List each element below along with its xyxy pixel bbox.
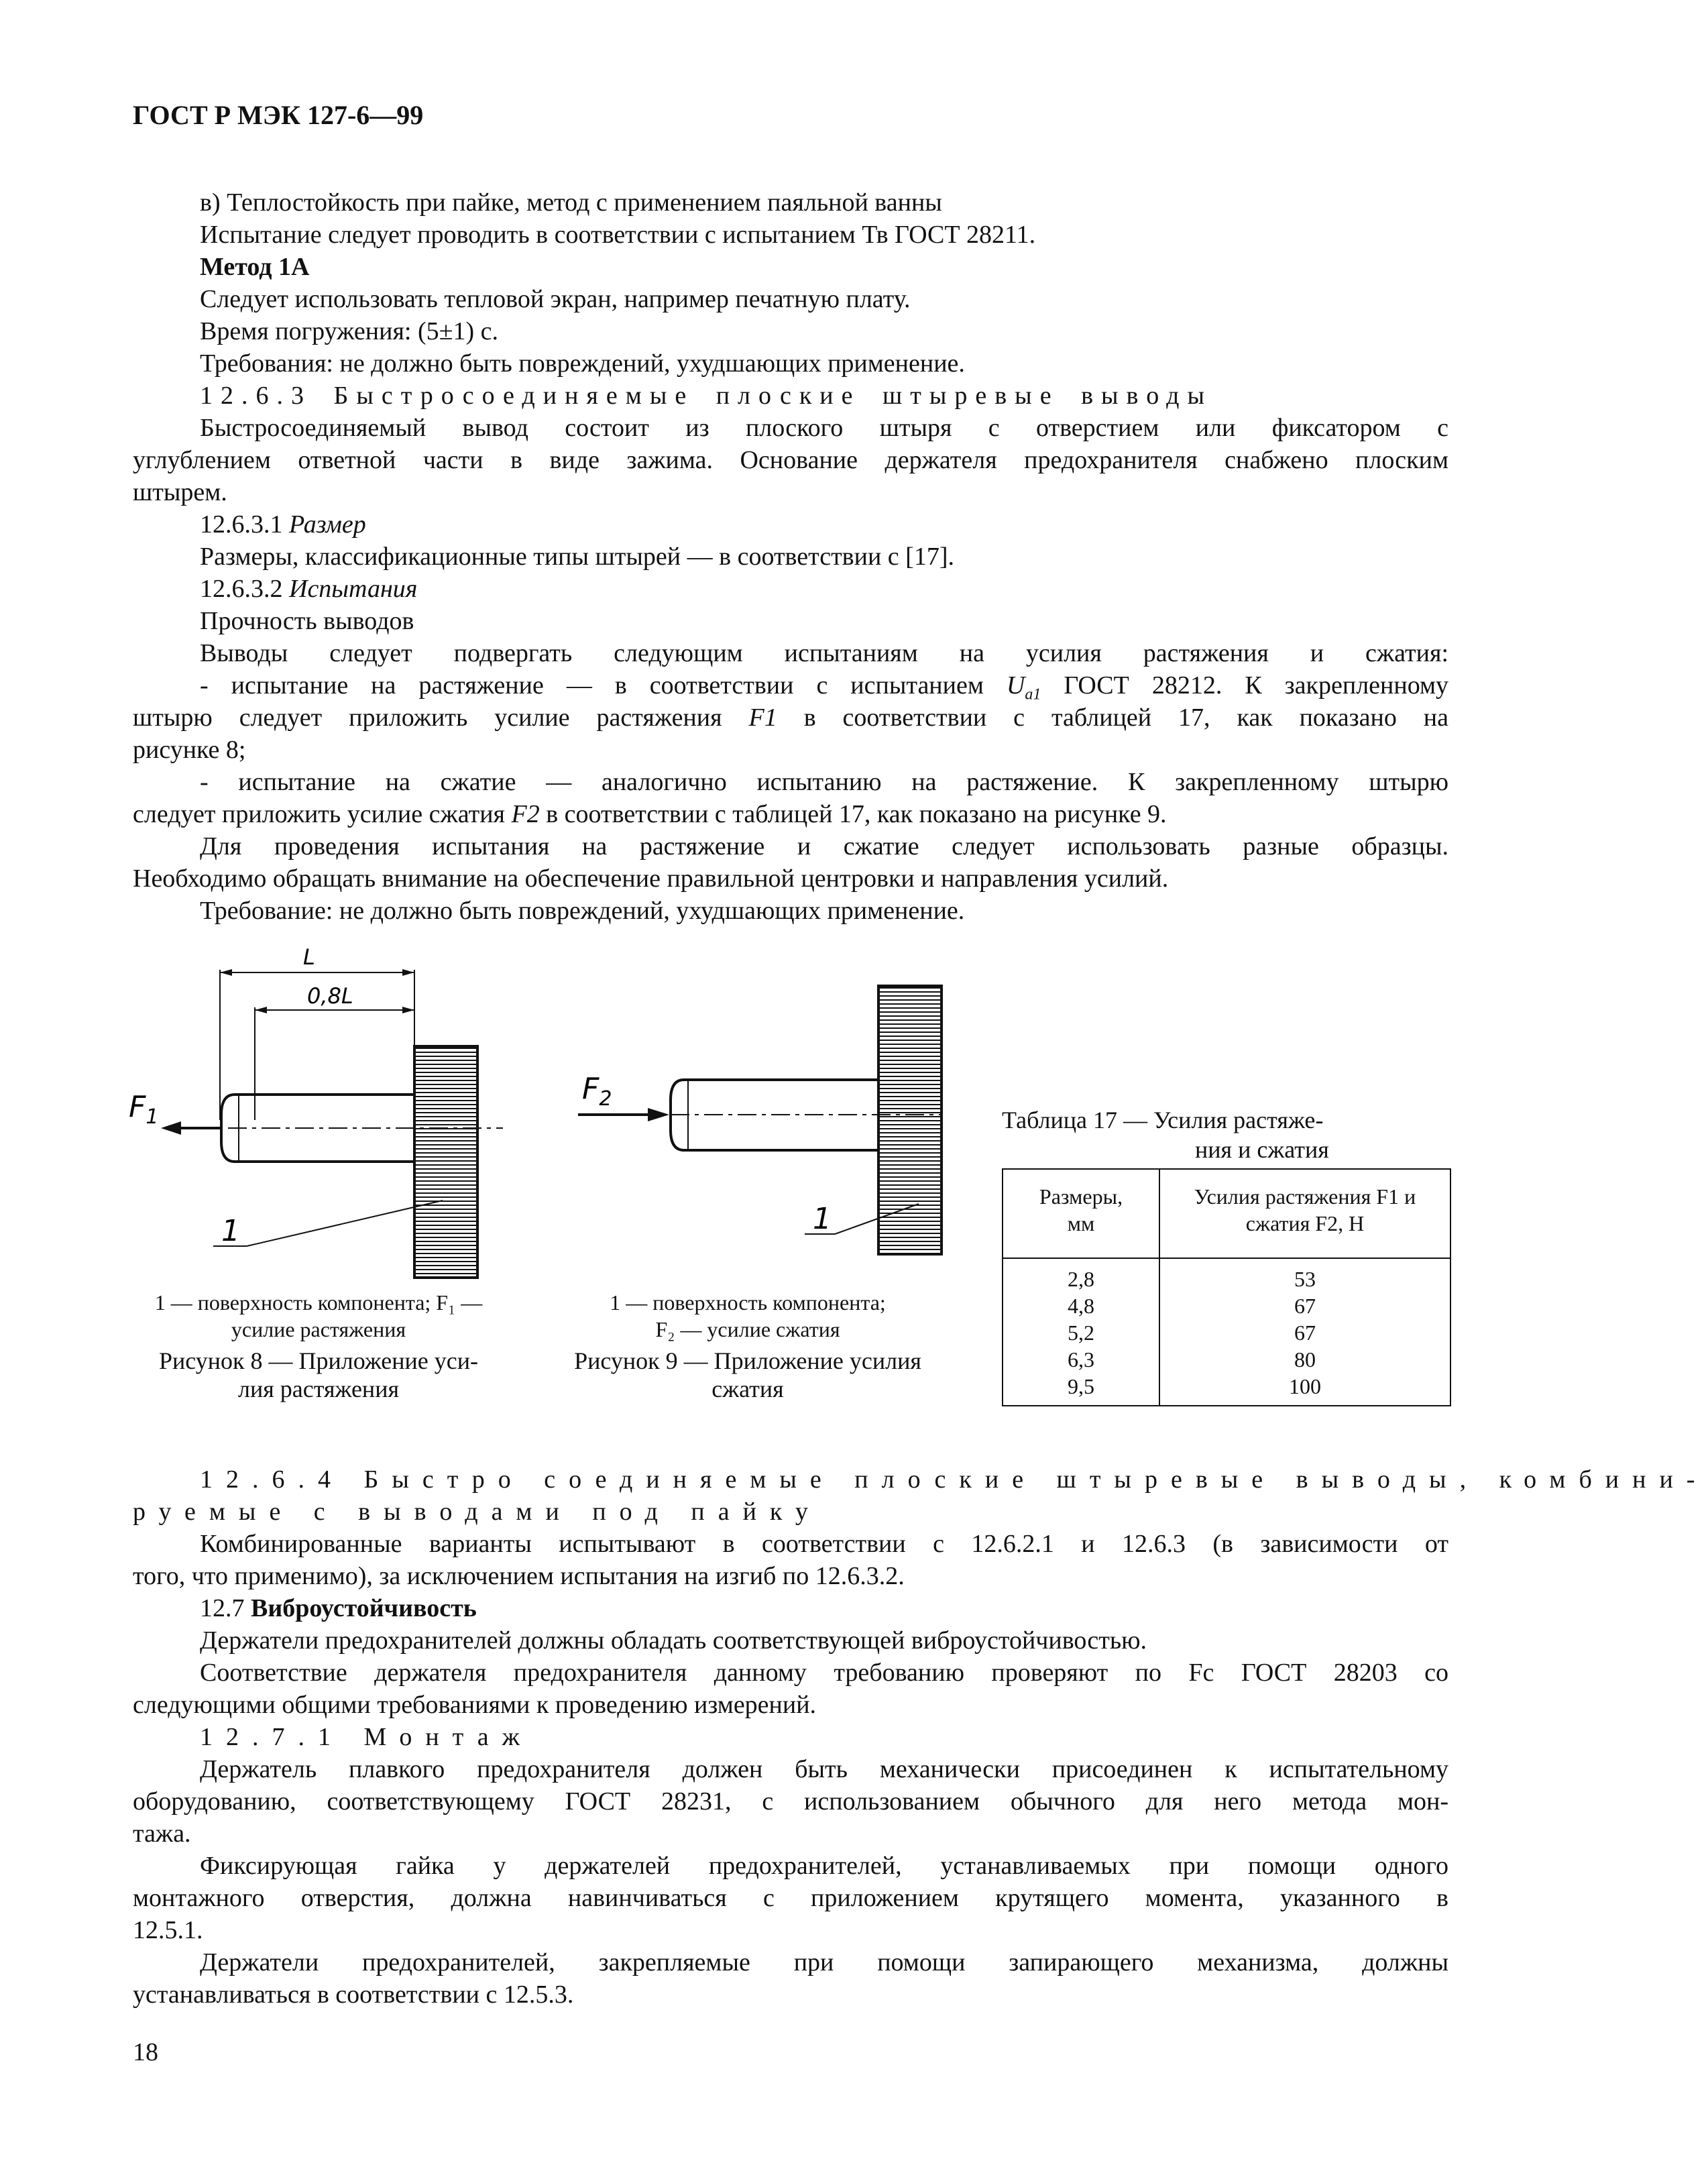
- force-value: 80: [1294, 1347, 1316, 1372]
- paragraph-samples-line1: Для проведения испытания на растяжение и сжатие следует использовать разные образцы.: [200, 832, 1448, 860]
- section-title: Размер: [289, 510, 366, 539]
- size-value: 4,8: [1068, 1294, 1094, 1318]
- force-value: 53: [1294, 1267, 1316, 1291]
- paragraph-nut-1: Фиксирующая гайка у держателей предохранителей, устанавливаемых при помощи одного: [200, 1852, 1448, 1880]
- paragraph-tests-intro: Выводы следует подвергать следующим испытаниям на усилия растяжения и сжатия:: [200, 639, 1448, 667]
- table-17: [1002, 1168, 1451, 1406]
- caption-line: Рисунок 9 — Приложение усилия: [574, 1347, 921, 1374]
- legend-line: 1 — поверхность компонента; F₁ —: [154, 1290, 483, 1315]
- force-value: 67: [1294, 1294, 1316, 1318]
- section-title: Виброустойчивость: [251, 1594, 477, 1622]
- size-value: 5,2: [1068, 1321, 1094, 1345]
- text-fragment: в соответствии с таблицей 17, как показано на: [803, 704, 1449, 732]
- paragraph-tension-line2: [133, 702, 1448, 734]
- caption-line: сжатия: [711, 1376, 784, 1402]
- figure-9-drawing: [570, 966, 946, 1281]
- paragraph-vibration-3: следующими общими требованиями к проведению измерений.: [133, 1691, 817, 1719]
- part-1-label: 1: [813, 1202, 832, 1236]
- paragraph-mount-3: тажа.: [133, 1820, 191, 1848]
- legend-line: F₂ — усилие сжатия: [655, 1317, 840, 1341]
- header-line: сжатия F2, Н: [1245, 1211, 1365, 1235]
- section-12-6-3-heading: 12.6.3 Быстросоединяемые плоские штыревые выводы: [200, 382, 1212, 410]
- caption-line: Рисунок 8 — Приложение уси-: [159, 1347, 478, 1374]
- table-header-row: [1003, 1169, 1450, 1258]
- section-12-6-4-heading-line2: руемые с выводами под пайку: [133, 1498, 821, 1526]
- text-fragment: - испытание на растяжение — в соответствии с испытанием: [200, 671, 984, 700]
- symbol-f2: F2: [511, 800, 540, 828]
- force-f2-label: $F_2$: [582, 1072, 612, 1111]
- size-value: 9,5: [1068, 1374, 1094, 1398]
- figure-8-drawing: [127, 946, 557, 1281]
- paragraph-compress-line1: - испытание на сжатие — аналогично испытанию на растяжение. К закрепленному штырю: [200, 768, 1448, 796]
- paragraph-strength: Прочность выводов: [200, 607, 414, 635]
- paragraph-compress-line2: [133, 798, 1167, 830]
- caption-line: лия растяжения: [237, 1376, 400, 1402]
- paragraph-samples-line2: Необходимо обращать внимание на обеспечение правильной центровки и направления усилий.: [133, 865, 1169, 893]
- section-12-6-3-1-heading: [200, 508, 366, 541]
- paragraph-size: Размеры, классификационные типы штырей — в соответствии с [17].: [200, 543, 954, 571]
- section-12-6-4-heading-line1: 12.6.4 Быстро соединяемые плоские штыревые выводы, комбини-: [200, 1465, 1708, 1494]
- legend-line: 1 — поверхность компонента;: [610, 1290, 886, 1315]
- section-12-7-1-heading: 12.7.1 Монтаж: [200, 1723, 533, 1751]
- part-1-label: 1: [221, 1214, 240, 1248]
- symbol-subscript: a1: [1025, 685, 1041, 704]
- page-number: 18: [133, 2038, 158, 2066]
- document-header: ГОСТ Р МЭК 127-6—99: [133, 100, 424, 130]
- paragraph-nut-2: монтажного отверстия, должна навинчиваться с приложением крутящего момента, указанного в: [133, 1884, 1448, 1912]
- paragraph-mount-2: оборудованию, соответствующему ГОСТ 28231, с использованием обычного для него метода мон-: [133, 1787, 1448, 1816]
- dimension-08l-label: 0,8L: [307, 983, 353, 1009]
- paragraph-immersion: Время погружения: (5±1) с.: [200, 317, 499, 345]
- section-title: Испытания: [289, 575, 418, 603]
- paragraph-lock-1: Держатели предохранителей, закрепляемые при помощи запирающего механизма, должны: [200, 1948, 1448, 1976]
- table-row: [1003, 1258, 1450, 1406]
- figure-9-caption: [550, 1347, 946, 1403]
- header-line: Усилия растяжения F1 и: [1194, 1184, 1416, 1209]
- table-17-title-line2: ния и сжатия: [1195, 1136, 1329, 1163]
- paragraph-lock-2: устанавливаться в соответствии с 12.5.3.: [133, 1981, 574, 2009]
- paragraph-12-6-3-line3: штырем.: [133, 478, 227, 506]
- paragraph-heat-shield: Следует использовать тепловой экран, например печатную плату.: [200, 285, 911, 313]
- symbol-f1: F1: [748, 704, 777, 732]
- paragraph-combined-line1: Комбинированные варианты испытывают в соответствии с 12.6.2.1 и 12.6.3 (в зависимости от: [200, 1530, 1448, 1558]
- text-fragment: следует приложить усилие сжатия: [133, 800, 506, 828]
- paragraph-combined-line2: того, что применимо), за исключением испытания на изгиб по 12.6.3.2.: [133, 1562, 905, 1590]
- figure-9-legend: [550, 1289, 946, 1343]
- paragraph-vibration-2: Соответствие держателя предохранителя данному требованию проверяют по Fc ГОСТ 28203 со: [200, 1659, 1448, 1687]
- legend-line: усилие растяжения: [231, 1317, 406, 1341]
- paragraph-v-heading: в) Теплостойкость при пайке, метод с применением паяльной ванны: [200, 188, 942, 217]
- section-12-6-3-2-heading: [200, 573, 417, 605]
- method-label: Метод 1А: [200, 253, 310, 281]
- symbol-letter: U: [1006, 671, 1025, 700]
- paragraph-12-6-3-line2: углублением ответной части в виде зажима. Основание держателя предохранителя снабжено плоским: [133, 446, 1448, 474]
- size-value: 2,8: [1068, 1267, 1094, 1291]
- paragraph-requirement-1: Требования: не должно быть повреждений, ухудшающих применение.: [200, 349, 965, 378]
- force-cell: [1159, 1258, 1450, 1406]
- table-header-cell: [1003, 1169, 1159, 1258]
- force-f1-label: $F_1$: [129, 1090, 159, 1129]
- table-title: Таблица 17 — Усилия растяже-: [1002, 1107, 1324, 1133]
- text-fragment: ГОСТ 28212. К закрепленному: [1064, 671, 1449, 700]
- force-value: 100: [1289, 1374, 1321, 1398]
- paragraph-nut-3: 12.5.1.: [133, 1916, 203, 1944]
- figure-8-caption: [121, 1347, 516, 1403]
- paragraph-tension-line3: рисунке 8;: [133, 736, 246, 764]
- figure-8-legend: [121, 1289, 516, 1343]
- paragraph-12-6-3-line1: Быстросоединяемый вывод состоит из плоского штыря с отверстием или фиксатором с: [200, 414, 1448, 442]
- table-17-title-line1: [1002, 1104, 1323, 1136]
- table-header-cell: [1159, 1169, 1450, 1258]
- text-fragment: штырю следует приложить усилие растяжения: [133, 704, 722, 732]
- paragraph-mount-1: Держатель плавкого предохранителя должен быть механически присоединен к испытательному: [200, 1755, 1448, 1783]
- text-fragment: в соответствии с таблицей 17, как показано на рисунке 9.: [546, 800, 1167, 828]
- force-value: 67: [1294, 1321, 1316, 1345]
- size-cell: [1003, 1258, 1159, 1406]
- paragraph-v-test: Испытание следует проводить в соответствии с испытанием Тв ГОСТ 28211.: [200, 221, 1036, 249]
- section-number: 12.6.3.2: [200, 575, 283, 603]
- dimension-l-label: L: [303, 944, 315, 970]
- symbol-ua: [1006, 671, 1041, 704]
- size-value: 6,3: [1068, 1347, 1094, 1372]
- paragraph-requirement-2: Требование: не должно быть повреждений, ухудшающих применение.: [200, 897, 965, 925]
- section-number: 12.7: [200, 1594, 245, 1622]
- section-number: 12.6.3.1: [200, 510, 283, 539]
- header-line: Размеры,: [1039, 1184, 1123, 1209]
- paragraph-vibration-1: Держатели предохранителей должны обладать соответствующей виброустойчивостью.: [200, 1626, 1147, 1655]
- section-12-7-heading: [200, 1592, 477, 1624]
- header-line: мм: [1067, 1211, 1095, 1235]
